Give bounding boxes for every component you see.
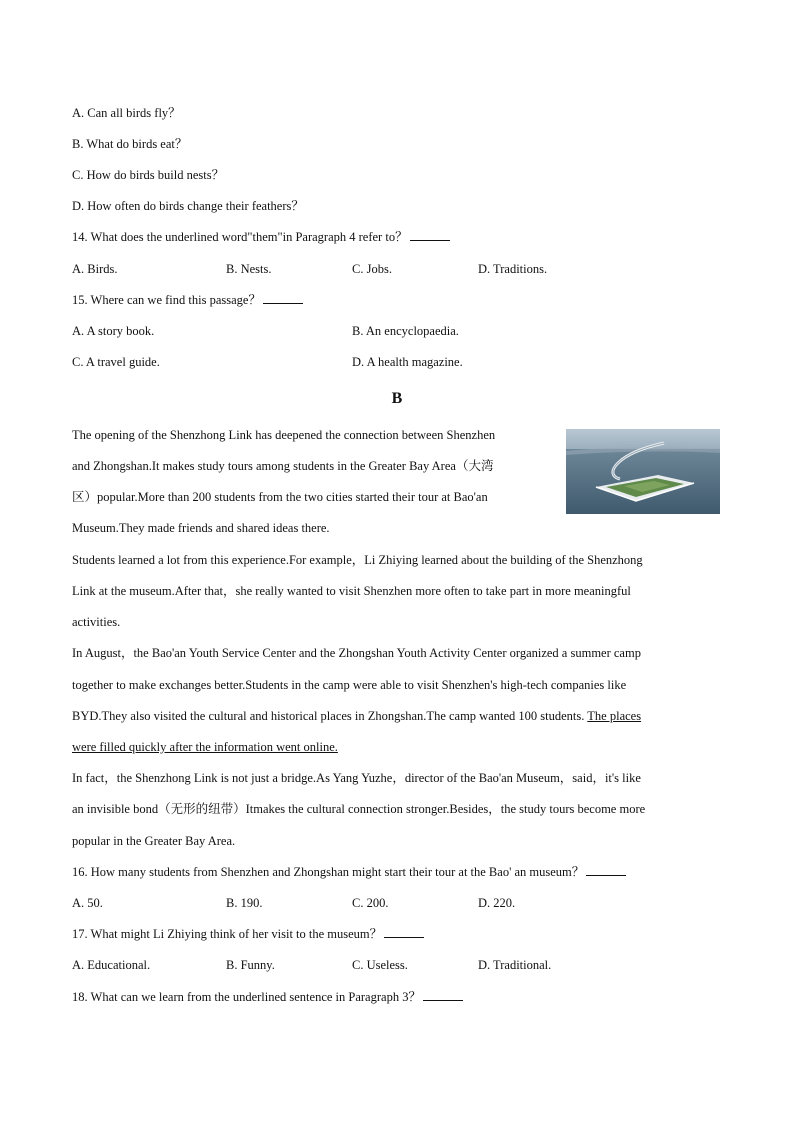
q16-answer-blank (586, 864, 626, 876)
q14-question (72, 229, 450, 245)
q15-option-d: D. A health magazine. (352, 355, 463, 369)
q17-option-a: A. Educational. (72, 958, 151, 972)
passage-p2-line1: Students learned a lot from this experience.For example，Li Zhiying learned about the building of the Shenzhong (72, 553, 643, 567)
shenzhong-link-photo (566, 429, 720, 514)
q17-question (72, 926, 424, 942)
q14-option-d: D. Traditions. (478, 262, 548, 276)
passage-p4-line3: popular in the Greater Bay Area. (72, 834, 236, 848)
q17-option-b: B. Funny. (226, 958, 275, 972)
passage-p3-line1: In August，the Bao'an Youth Service Center and the Zhongshan Youth Activity Center organized a summer camp (72, 646, 641, 660)
q14-answer-blank (410, 229, 450, 241)
underlined-sentence-part1: The places (587, 709, 642, 723)
q17-option-c: C. Useless. (352, 958, 408, 972)
q17-question-text: 17. What might Li Zhiying think of her visit to the museum？ (72, 927, 383, 941)
q16-option-a: A. 50. (72, 896, 103, 910)
q18-question (72, 989, 463, 1005)
passage-p2-line2: Link at the museum.After that，she really wanted to visit Shenzhen more often to take part in more meaningful (72, 584, 631, 598)
q15-answer-blank (263, 292, 303, 304)
q15-option-b: B. An encyclopaedia. (352, 324, 459, 338)
q16-question-text: 16. How many students from Shenzhen and Zhongshan might start their tour at the Bao' an museum？ (72, 865, 585, 879)
q13-option-a: A. Can all birds fly？ (72, 106, 181, 120)
q15-question (72, 292, 303, 308)
passage-p1-line1: The opening of the Shenzhong Link has deepened the connection between Shenzhen (72, 428, 496, 442)
q15-option-c: C. A travel guide. (72, 355, 160, 369)
q13-option-d: D. How often do birds change their feathers？ (72, 199, 304, 213)
q16-option-d: D. 220. (478, 896, 516, 910)
q13-option-b: B. What do birds eat？ (72, 137, 188, 151)
q14-option-b: B. Nests. (226, 262, 272, 276)
underlined-sentence-part2: were filled quickly after the information went online. (72, 740, 338, 754)
q16-question (72, 864, 626, 880)
q14-option-a: A. Birds. (72, 262, 118, 276)
passage-p1-line3: 区）popular.More than 200 students from the two cities started their tour at Bao'an (72, 490, 488, 504)
passage-p3-line2: together to make exchanges better.Students in the camp were able to visit Shenzhen's high-tech companies like (72, 678, 627, 692)
q14-option-c: C. Jobs. (352, 262, 392, 276)
q13-option-c: C. How do birds build nests？ (72, 168, 225, 182)
passage-p3-line3-text: BYD.They also visited the cultural and historical places in Zhongshan.The camp wanted 100 students. (72, 709, 588, 723)
section-heading: B (391, 390, 403, 407)
passage-p4-line2: an invisible bond（无形的纽带）Itmakes the cultural connection stronger.Besides，the study tours become more (72, 802, 646, 816)
passage-p1-line2: and Zhongshan.It makes study tours among students in the Greater Bay Area（大湾 (72, 459, 494, 473)
passage-p2-line3: activities. (72, 615, 121, 629)
q18-question-text: 18. What can we learn from the underlined sentence in Paragraph 3？ (72, 990, 421, 1004)
q16-option-b: B. 190. (226, 896, 263, 910)
q17-answer-blank (384, 926, 424, 938)
q15-question-text: 15. Where can we find this passage？ (72, 293, 261, 307)
q18-answer-blank (423, 989, 463, 1001)
q14-question-text: 14. What does the underlined word"them"in Paragraph 4 refer to？ (72, 230, 408, 244)
q15-option-a: A. A story book. (72, 324, 155, 338)
q17-option-d: D. Traditional. (478, 958, 552, 972)
q16-option-c: C. 200. (352, 896, 389, 910)
passage-p4-line1: In fact，the Shenzhong Link is not just a bridge.As Yang Yuzhe，director of the Bao'an Museum，said，it's like (72, 771, 641, 785)
passage-p3-line3 (72, 708, 641, 724)
passage-p1-line4: Museum.They made friends and shared ideas there. (72, 521, 330, 535)
